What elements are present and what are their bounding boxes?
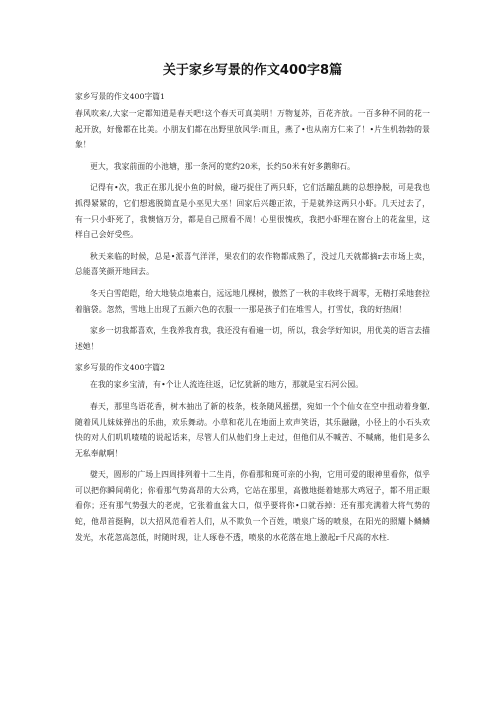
paragraph: 记得有•次，我正在那儿捉小鱼的时候，碰巧捉住了两只虾，它们活蹦乱跳的总想挣脱，可是我也抓得紧紧的，它们想逃脱简直是小巫见大巫！回家后兴趣正浓，于是就养这两只小虾。几天过去了，有一只小虾死了，我懊恼万分，都是自己照看不周！心里很愧疚，我把小虾埋在窗台上的花盆里，这样自己会好受些。 [75, 183, 430, 240]
paragraph: 在我的家乡宝清，有•个让人流连往返，记忆犹新的地方，那就是宝石河公园。 [90, 380, 364, 390]
section-heading: 家乡写景的作文400字篇2 [75, 363, 166, 373]
paragraph: 嬖天，圆形的广场上四周排列着十二生肖，你看那和斑可亲的小狗，它用可爱的眼神里看你，似乎可以把你瞬间萌化；你看那气势高昂的大公鸡，它站在那里，高傲地挺着她那大鸡冠子，都不用正眼看你；还有那气势强大的老虎，它张着血盆大口，似乎要将你•口就吞掉：还有那充满着大将气势的蛇，他昂首挺胸，以大招风范看若人们，从不欺负一个百姓，喷泉广场的喷泉，在阳光的照耀卜鳞鳞发光，水花忽高忽低，时随时现，让人琢卷不透，喷泉的水花落在地上激起r千尺高的水柱. [75, 470, 430, 542]
section-1 [75, 89, 430, 354]
paragraph: 更大，我家前面的小池塘，那一条河的宽约20米，长约50米有好多鹅卵石。 [90, 161, 356, 171]
paragraph: 春风吹来/,大家一定都知道是春天吧!这个春天可真美明！万物复苏，百花齐放。一百多种不同的花一起开放，好像都在比美。小朋友们都在出野里放风学:而且，燕了•也从南方仁来了！•片生机勃勃的景象！ [75, 109, 430, 150]
page-title: 关于家乡写景的作文400字8篇 [162, 63, 343, 78]
paragraph: 冬天白雪皑皑，给大地装点地素白，远远地几棵树，傲然了一秋的丰收终于凋零，无精打采地套拉着脑袋。忽然，雪地上出现了五颜六色的衣服一一那是孩子们在堆雪人，打雪仗，我的好热闹！ [75, 288, 430, 314]
paragraph: 秋天来临的时候，总是•派喜气洋洋，果农们的农作物都成熟了，没过几天就都摘r去市场上卖，总能喜笑颜开地回去。 [75, 251, 430, 277]
section-2 [75, 360, 430, 545]
section-heading: 家乡写景的作文400字篇1 [75, 92, 166, 101]
paragraph: 家乡一切我都喜欢，生我养我育我，我还没有看遍一切，所以，我会学好知识，用优美的语言去描述她！ [75, 326, 430, 351]
paragraph: 春天，那里鸟语花香，树木抽出了新的枝条，枝条随风摇摆，宛如一个个仙女在空中扭动着身躯,随着风儿妹妹弹出的乐曲，欢乐舞动。小草和花儿在地面上欢声笑语，其乐融融，小径上的小石头欢快的对人们叽叽喳喳的说起话来，尽管人们从他们身上走过，但他们从不喊苦、不喊痛，他们是多么无私奉献啊！ [75, 401, 430, 458]
